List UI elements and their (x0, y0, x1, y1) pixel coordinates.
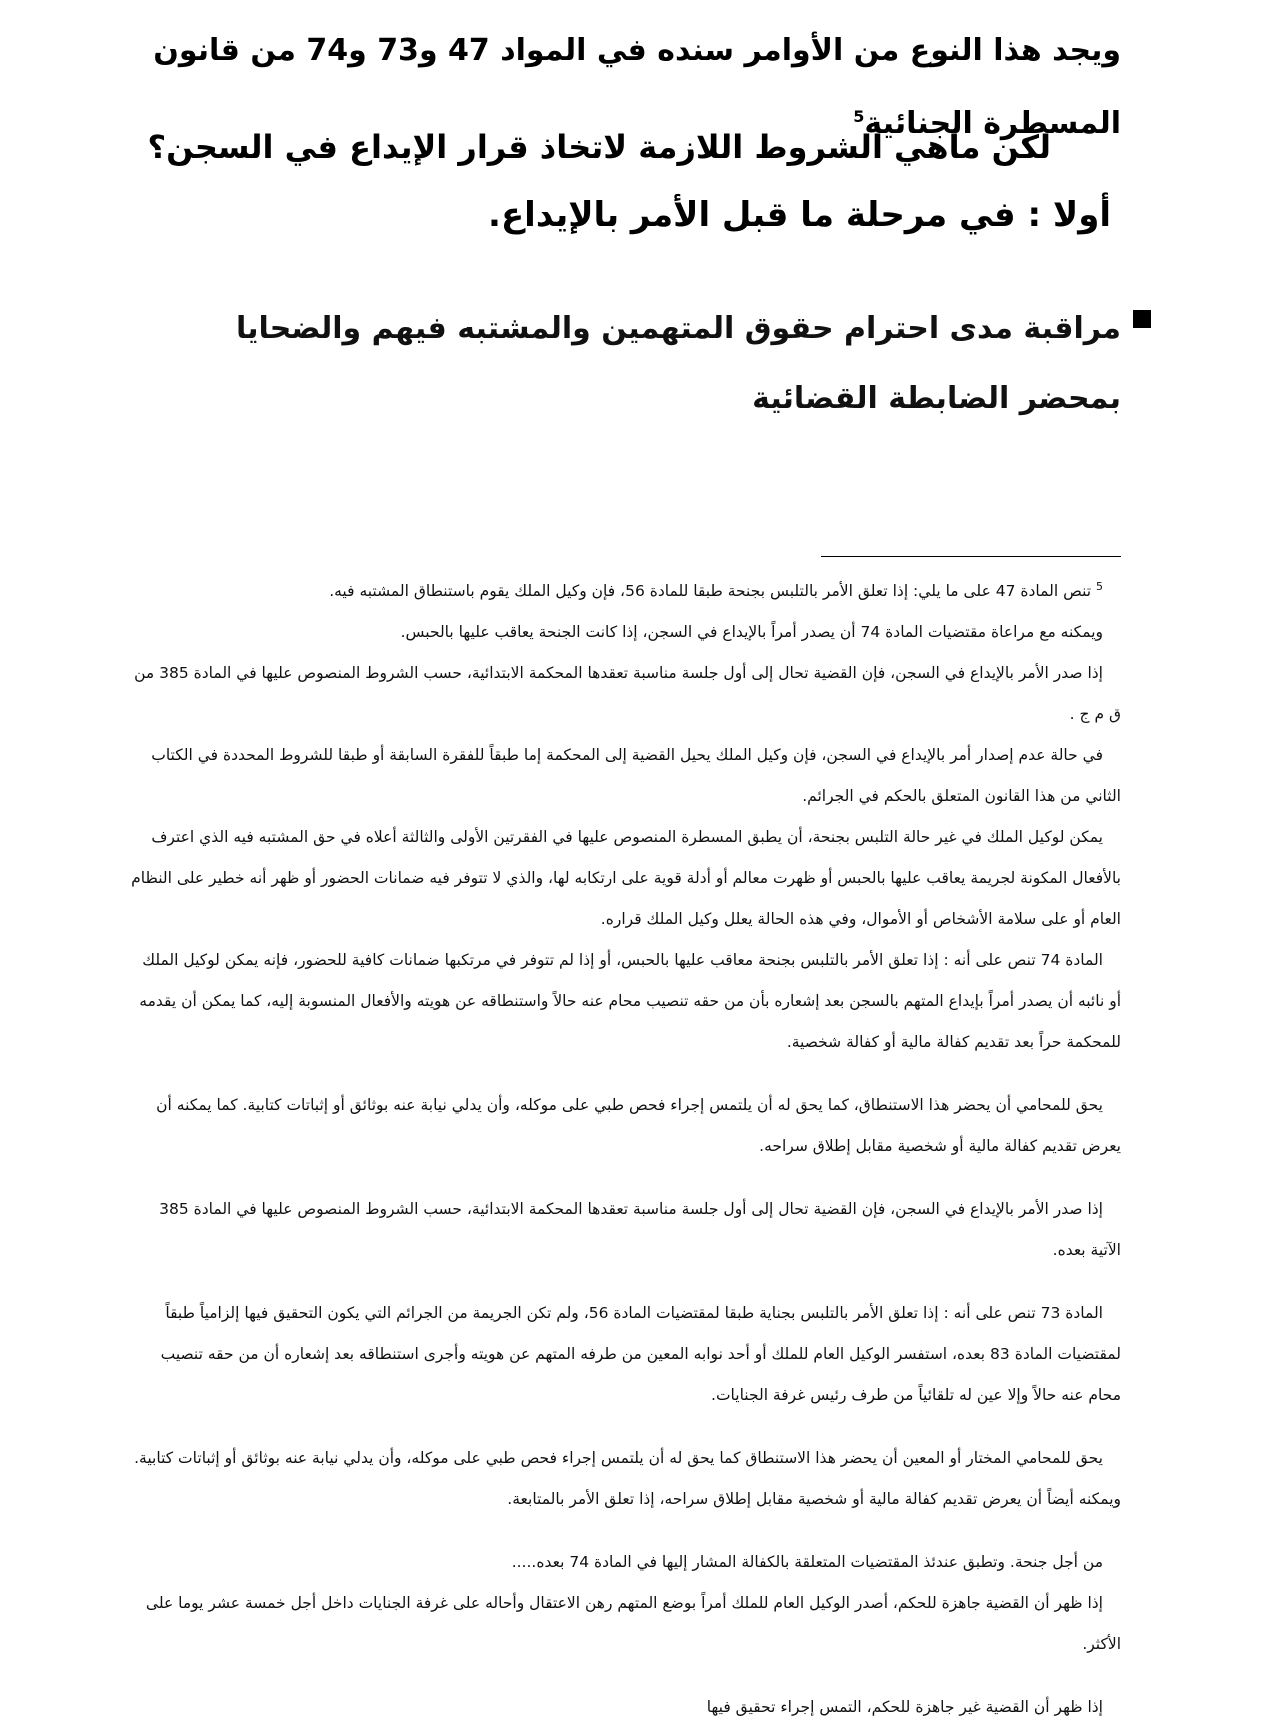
section-heading: أولا : في مرحلة ما قبل الأمر بالإيداع. (488, 195, 1111, 235)
footnote-mark: 5 (1096, 580, 1103, 593)
footnotes (130, 566, 1121, 1728)
footnote-paragraph: ويمكنه مع مراعاة مقتضيات المادة 74 أن يصدر أمراً بالإيداع في السجن، إذا كانت الجنحة يعاقب عليها بالحبس. (400, 623, 1103, 642)
footnote-paragraph: إذا ظهر أن القضية غير جاهزة للحكم، التمس إجراء تحقيق فيها (706, 1698, 1103, 1717)
footnote-reference[interactable]: 5 (853, 107, 865, 126)
footnote-paragraph: إذا صدر الأمر بالإيداع في السجن، فإن القضية تحال إلى أول جلسة مناسبة تعقدها المحكمة الابتدائية، حسب الشروط المنصوص عليها في المادة 385 الآتية بعده. (159, 1200, 1121, 1260)
footnote-paragraph: يمكن لوكيل الملك في غير حالة التلبس بجنحة، أن يطبق المسطرة المنصوص عليها في الفقرتين الأولى والثالثة أعلاه في حق المشتبه فيه الذي اعترف بالأفعال المكونة لجريمة يعاقب عليها بالحبس أو ظهرت معالم أو أدلة قوية على ارتكابه لها، والذي لا تتوفر فيه ضمانات الحضور أو ظهر أنه خطير على النظام العام أو على سلامة الأشخاص أو الأموال، وفي هذه الحالة يعلل وكيل الملك قراره. (131, 828, 1121, 929)
intro-heading-line2-text: المسطرة الجنائية (864, 106, 1121, 141)
footnote-paragraph: يحق للمحامي أن يحضر هذا الاستنطاق، كما يحق له أن يلتمس إجراء فحص طبي على موكله، وأن يدلي نيابة عنه بوثائق أو إثباتات كتابية. كما يمكنه أن يعرض تقديم كفالة مالية أو شخصية مقابل إطلاق سراحه. (156, 1096, 1121, 1156)
footnote-text: تنص المادة 47 على ما يلي: إذا تعلق الأمر بالتلبس بجنحة طبقا للمادة 56، فإن وكيل الملك يقوم باستنطاق المشتبه فيه. (329, 582, 1092, 601)
bullet-square-icon (1133, 310, 1151, 328)
footnote-paragraph: المادة 73 تنص على أنه : إذا تعلق الأمر بالتلبس بجناية طبقا لمقتضيات المادة 56، ولم تكن الجريمة من الجرائم التي يكون التحقيق فيها إلزامياً طبقاً لمقتضيات المادة 83 بعده، استفسر الوكيل العام للملك أو أحد نوابه المعين من طرفه المتهم عن هويته وأجرى استنطاقه بعد إشعاره أن من حقه تنصيب محام عنه حالاً وإلا عين له تلقائياً من طرف رئيس غرفة الجنايات. (160, 1304, 1121, 1405)
footnote-paragraph: المادة 74 تنص على أنه : إذا تعلق الأمر بالتلبس بجنحة معاقب عليها بالحبس، أو إذا لم تتوفر في مرتكبها ضمانات كافية للحضور، فإنه يمكن لوكيل الملك أو نائبه أن يصدر أمراً بإيداع المتهم بالسجن بعد إشعاره بأن من حقه تنصيب محام عنه حالاً واستنطاقه عن هويته والأفعال المنسوبة إليه، كما يمكن أن يقدمه للمحكمة حراً بعد تقديم كفالة مالية أو كفالة شخصية. (139, 951, 1121, 1052)
footnote-paragraph: من أجل جنحة. وتطبق عندئذ المقتضيات المتعلقة بالكفالة المشار إليها في المادة 74 بعده..... (511, 1553, 1103, 1572)
footnote-separator (821, 556, 1121, 557)
footnote-paragraph (130, 566, 1121, 612)
question-heading: لكن ماهي الشروط اللازمة لاتخاذ قرار الإيداع في السجن؟ (147, 128, 1051, 166)
footnote-paragraph: يحق للمحامي المختار أو المعين أن يحضر هذا الاستنطاق كما يحق له أن يلتمس إجراء فحص طبي على موكله، وأن يدلي نيابة عنه بوثائق أو إثباتات كتابية. ويمكنه أيضاً أن يعرض تقديم كفالة مالية أو شخصية مقابل إطلاق سراحه، إذا تعلق الأمر بالمتابعة. (134, 1449, 1121, 1509)
footnote-paragraph: في حالة عدم إصدار أمر بالإيداع في السجن، فإن وكيل الملك يحيل القضية إلى المحكمة إما طبقاً للفقرة السابقة أو طبقا للشروط المحددة في الكتاب الثاني من هذا القانون المتعلق بالحكم في الجرائم. (151, 746, 1121, 806)
footnote-paragraph: إذا ظهر أن القضية جاهزة للحكم، أصدر الوكيل العام للملك أمراً بوضع المتهم رهن الاعتقال وأحاله على غرفة الجنايات داخل أجل خمسة عشر يوما على الأكثر. (145, 1594, 1121, 1654)
footnote-paragraph: إذا صدر الأمر بالإيداع في السجن، فإن القضية تحال إلى أول جلسة مناسبة تعقدها المحكمة الابتدائية، حسب الشروط المنصوص عليها في المادة 385 من ق م ج . (134, 664, 1121, 724)
intro-heading-line1: ويجد هذا النوع من الأوامر سنده في المواد 47 و73 و74 من قانون (153, 33, 1121, 68)
bullet-heading: مراقبة مدى احترام حقوق المتهمين والمشتبه فيهم والضحايا بمحضر الضابطة القضائية (235, 311, 1121, 416)
